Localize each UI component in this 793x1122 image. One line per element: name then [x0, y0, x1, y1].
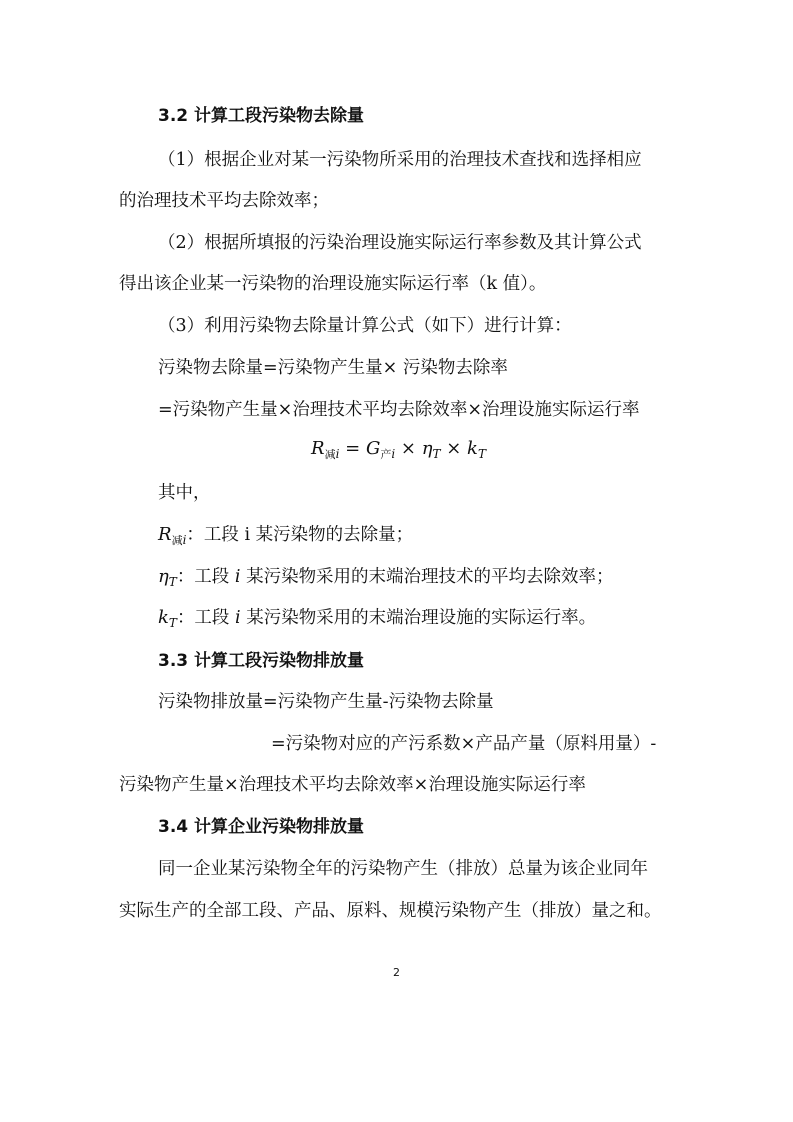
formula-text-1: 污染物去除量=污染物产生量× 污染物去除率 [158, 358, 508, 378]
emission-formula-line-1: 污染物排放量=污染物产生量-污染物去除量 [158, 692, 494, 712]
def-eta-text-1: ：工段 [176, 567, 235, 587]
formula-G: G [365, 438, 381, 459]
formula-text-2: =污染物产生量×治理技术平均去除效率×治理设施实际运行率 [158, 400, 640, 420]
removal-formula [311, 437, 486, 467]
definition-k [158, 606, 596, 635]
section-3-4-line-1: 同一企业某污染物全年的污染物产生（排放）总量为该企业同年 [158, 859, 648, 879]
emission-formula-line-3: 污染物产生量×治理技术平均去除效率×治理设施实际运行率 [119, 775, 586, 795]
def-k-text-1: ：工段 [176, 608, 236, 628]
paragraph-2-line-2: 得出该企业某一污染物的治理设施实际运行率（k 值）。 [119, 274, 547, 294]
definition-R [158, 523, 413, 553]
definition-eta [158, 565, 614, 594]
page-number: 2 [393, 966, 400, 979]
where-label: 其中， [158, 483, 211, 503]
paragraph-1-line-1: （1）根据企业对某一污染物所采用的治理技术查找和选择相应 [158, 150, 642, 170]
formula-R-sub: 减 [324, 448, 336, 461]
def-k-symbol: k [158, 607, 169, 628]
def-R-symbol: R [158, 524, 172, 545]
formula-times-1: × [395, 438, 422, 459]
def-k-T: T [168, 616, 177, 630]
formula-G-sub: 产 [380, 448, 392, 461]
def-eta-text-2: 某污染物采用的末端治理技术的平均去除效率； [240, 567, 614, 587]
section-heading-3-4: 3.4 计算企业污染物排放量 [158, 817, 365, 837]
formula-k: k [467, 438, 478, 459]
def-k-text-2: 某污染物采用的末端治理设施的实际运行率。 [240, 608, 597, 628]
emission-formula-line-2: =污染物对应的产污系数×产品产量（原料用量）- [271, 734, 657, 754]
def-eta-symbol: η [158, 566, 169, 587]
formula-R-i: i [335, 447, 340, 461]
formula-eta-T: T [432, 447, 441, 461]
def-eta-T: T [168, 575, 177, 589]
paragraph-1-line-2: 的治理技术平均去除效率； [119, 191, 329, 211]
formula-G-i: i [391, 447, 396, 461]
section-heading-3-2: 3.2 计算工段污染物去除量 [158, 106, 365, 126]
def-R-text: ：工段 i 某污染物的去除量； [186, 525, 414, 545]
formula-times-2: × [440, 438, 468, 459]
def-R-sub: 减 [171, 534, 183, 547]
def-k-i: i [235, 608, 241, 628]
formula-eq: = [339, 438, 366, 459]
section-heading-3-3: 3.3 计算工段污染物排放量 [158, 651, 365, 671]
def-R-i: i [182, 533, 187, 547]
paragraph-3: （3）利用污染物去除量计算公式（如下）进行计算： [158, 316, 572, 336]
paragraph-2-line-1: （2）根据所填报的污染治理设施实际运行率参数及其计算公式 [158, 233, 642, 253]
formula-R: R [311, 438, 325, 459]
def-eta-i: i [234, 567, 241, 587]
section-3-4-line-2: 实际生产的全部工段、产品、原料、规模污染物产生（排放）量之和。 [119, 901, 662, 921]
formula-eta: η [421, 438, 433, 459]
formula-k-T: T [477, 447, 486, 461]
